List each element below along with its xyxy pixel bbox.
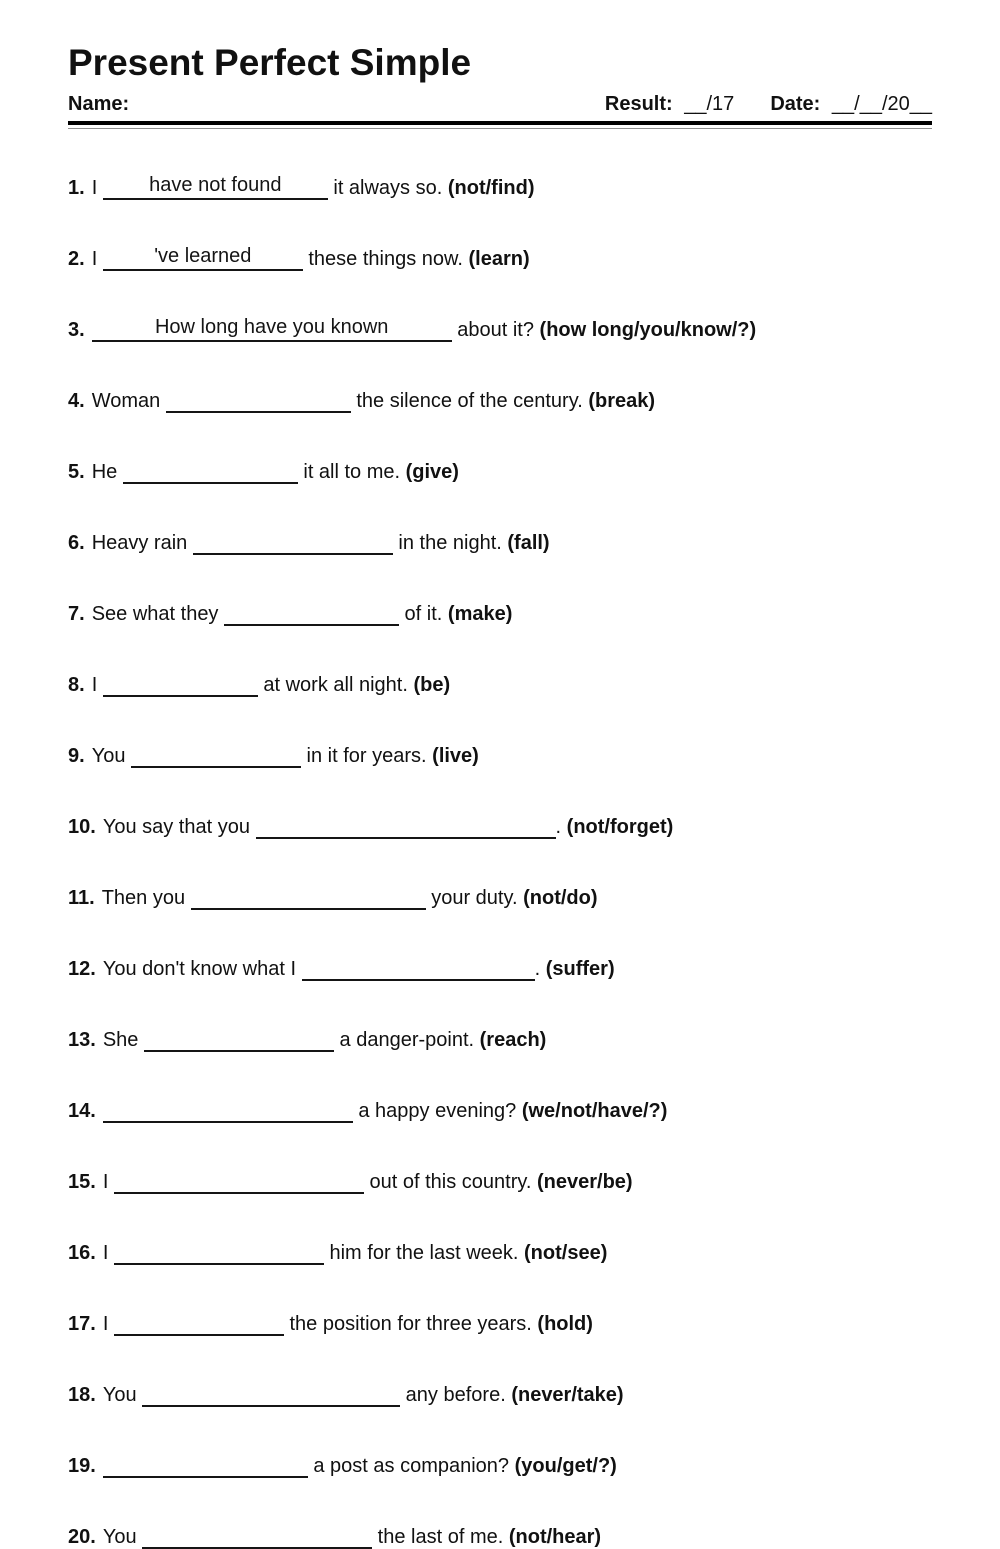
question-row: [68, 594, 932, 626]
question-text-pre: I: [102, 1242, 114, 1264]
verb-hint: (not/see): [524, 1242, 608, 1264]
question-row: [68, 1091, 932, 1123]
question-text-post: any before.: [400, 1384, 512, 1406]
result-field: [605, 92, 734, 116]
question-text-pre: I: [91, 177, 103, 199]
header-divider-rule: [68, 121, 932, 129]
question-row: [68, 878, 932, 910]
question-text-post: him for the last week.: [323, 1242, 525, 1264]
result-value: __/17: [684, 93, 735, 115]
verb-hint: (reach): [479, 1029, 547, 1051]
verb-hint: (not/hear): [508, 1526, 602, 1548]
question-row: [68, 452, 932, 484]
question-text-pre: She: [102, 1029, 144, 1051]
question-number: 20.: [68, 1526, 96, 1548]
question-text-pre: He: [91, 461, 123, 483]
verb-hint: (we/not/have/?): [521, 1100, 668, 1122]
question-number: 9.: [68, 745, 85, 767]
answer-blank-line: [114, 1233, 324, 1265]
question-text-post: at work all night.: [257, 674, 414, 696]
answer-text: How long have you known: [154, 316, 389, 338]
answer-blank-line: [191, 878, 426, 910]
question-text-post: a danger-point.: [333, 1029, 480, 1051]
verb-hint: (how long/you/know/?): [539, 319, 757, 341]
question-text-post: it always so.: [327, 177, 448, 199]
verb-hint: (not/find): [447, 177, 535, 199]
question-text-pre: I: [91, 674, 103, 696]
verb-hint: (be): [413, 674, 451, 696]
verb-hint: (break): [588, 390, 656, 412]
answer-blank-line: [256, 807, 556, 839]
question-text-post: out of this country.: [363, 1171, 537, 1193]
question-text-pre: Then you: [101, 887, 191, 909]
verb-hint: (not/forget): [566, 816, 674, 838]
question-number: 10.: [68, 816, 96, 838]
question-text-post: the position for three years.: [283, 1313, 538, 1335]
question-number: 14.: [68, 1100, 96, 1122]
verb-hint: (never/be): [536, 1171, 633, 1193]
question-row: [68, 1375, 932, 1407]
question-text-post: a post as companion?: [307, 1455, 515, 1477]
answer-blank-line: [224, 594, 399, 626]
verb-hint: (hold): [537, 1313, 593, 1335]
question-row: [68, 949, 932, 981]
answer-blank-line: [123, 452, 298, 484]
question-number: 12.: [68, 958, 96, 980]
question-row: [68, 381, 932, 413]
question-text-pre: You don't know what I: [102, 958, 302, 980]
question-row: [68, 1162, 932, 1194]
question-row: [68, 523, 932, 555]
answer-blank-line: [142, 1517, 372, 1549]
answer-blank-line: [166, 381, 351, 413]
verb-hint: (fall): [507, 532, 550, 554]
answer-text: have not found: [149, 174, 282, 196]
verb-hint: (give): [405, 461, 459, 483]
question-number: 19.: [68, 1455, 96, 1477]
question-number: 7.: [68, 603, 85, 625]
result-date-group: [605, 92, 932, 116]
verb-hint: (not/do): [523, 887, 598, 909]
name-label: Name:: [68, 93, 130, 115]
answer-blank-line: [103, 1091, 353, 1123]
answer-blank-line: [103, 239, 303, 271]
question-text-post: the silence of the century.: [350, 390, 589, 412]
question-text-pre: Woman: [91, 390, 166, 412]
verb-hint: (make): [447, 603, 513, 625]
answer-blank-line: [103, 1446, 308, 1478]
question-row: [68, 736, 932, 768]
question-text-post: your duty.: [425, 887, 524, 909]
question-number: 18.: [68, 1384, 96, 1406]
question-row: [68, 807, 932, 839]
verb-hint: (learn): [468, 248, 530, 270]
question-text-pre: Heavy rain: [91, 532, 193, 554]
question-row: [68, 1517, 932, 1549]
question-text-post: .: [534, 958, 546, 980]
question-text-pre: I: [102, 1171, 114, 1193]
question-number: 11.: [68, 887, 95, 909]
question-row: [68, 665, 932, 697]
question-number: 17.: [68, 1313, 96, 1335]
question-number: 4.: [68, 390, 85, 412]
name-field: [68, 92, 129, 116]
date-value: __/__/20__: [831, 93, 932, 115]
question-row: [68, 310, 932, 342]
question-number: 3.: [68, 319, 85, 341]
question-row: [68, 1304, 932, 1336]
question-text-post: these things now.: [302, 248, 469, 270]
question-row: [68, 168, 932, 200]
answer-blank-line: [193, 523, 393, 555]
question-text-post: in the night.: [392, 532, 508, 554]
answer-blank-line: [114, 1162, 364, 1194]
question-number: 15.: [68, 1171, 96, 1193]
verb-hint: (live): [432, 745, 479, 767]
verb-hint: (never/take): [511, 1384, 624, 1406]
question-number: 2.: [68, 248, 85, 270]
question-text-pre: You: [102, 1384, 143, 1406]
question-row: [68, 1446, 932, 1478]
question-number: 5.: [68, 461, 85, 483]
answer-blank-line: [131, 736, 301, 768]
question-number: 8.: [68, 674, 85, 696]
verb-hint: (you/get/?): [514, 1455, 617, 1477]
verb-hint: (suffer): [545, 958, 615, 980]
question-text-pre: You: [91, 745, 131, 767]
question-text-pre: You: [102, 1526, 143, 1548]
page-title: Present Perfect Simple: [68, 42, 472, 83]
answer-blank-line: [103, 665, 258, 697]
question-text-post: in it for years.: [301, 745, 433, 767]
answer-blank-line: [92, 310, 452, 342]
question-text-post: the last of me.: [372, 1526, 509, 1548]
answer-blank-line: [142, 1375, 400, 1407]
answer-text: 've learned: [154, 245, 252, 267]
question-text-post: it all to me.: [297, 461, 406, 483]
date-label: Date:: [770, 93, 821, 115]
question-text-pre: I: [102, 1313, 114, 1335]
answer-blank-line: [144, 1020, 334, 1052]
question-text-pre: See what they: [91, 603, 224, 625]
date-field: [770, 92, 932, 116]
question-text-post: about it?: [451, 319, 540, 341]
result-label: Result:: [604, 93, 673, 115]
question-number: 13.: [68, 1029, 96, 1051]
question-number: 1.: [68, 177, 85, 199]
answer-blank-line: [114, 1304, 284, 1336]
header-meta-row: [68, 92, 932, 116]
question-row: [68, 1233, 932, 1265]
answer-blank-line: [103, 168, 328, 200]
question-row: [68, 1020, 932, 1052]
question-text-pre: I: [91, 248, 103, 270]
question-number: 16.: [68, 1242, 96, 1264]
question-row: [68, 239, 932, 271]
question-text-post: of it.: [399, 603, 448, 625]
question-text-post: .: [555, 816, 567, 838]
question-text-post: a happy evening?: [352, 1100, 522, 1122]
question-text-pre: You say that you: [102, 816, 256, 838]
answer-blank-line: [302, 949, 535, 981]
question-number: 6.: [68, 532, 85, 554]
questions-list: [68, 129, 932, 1549]
